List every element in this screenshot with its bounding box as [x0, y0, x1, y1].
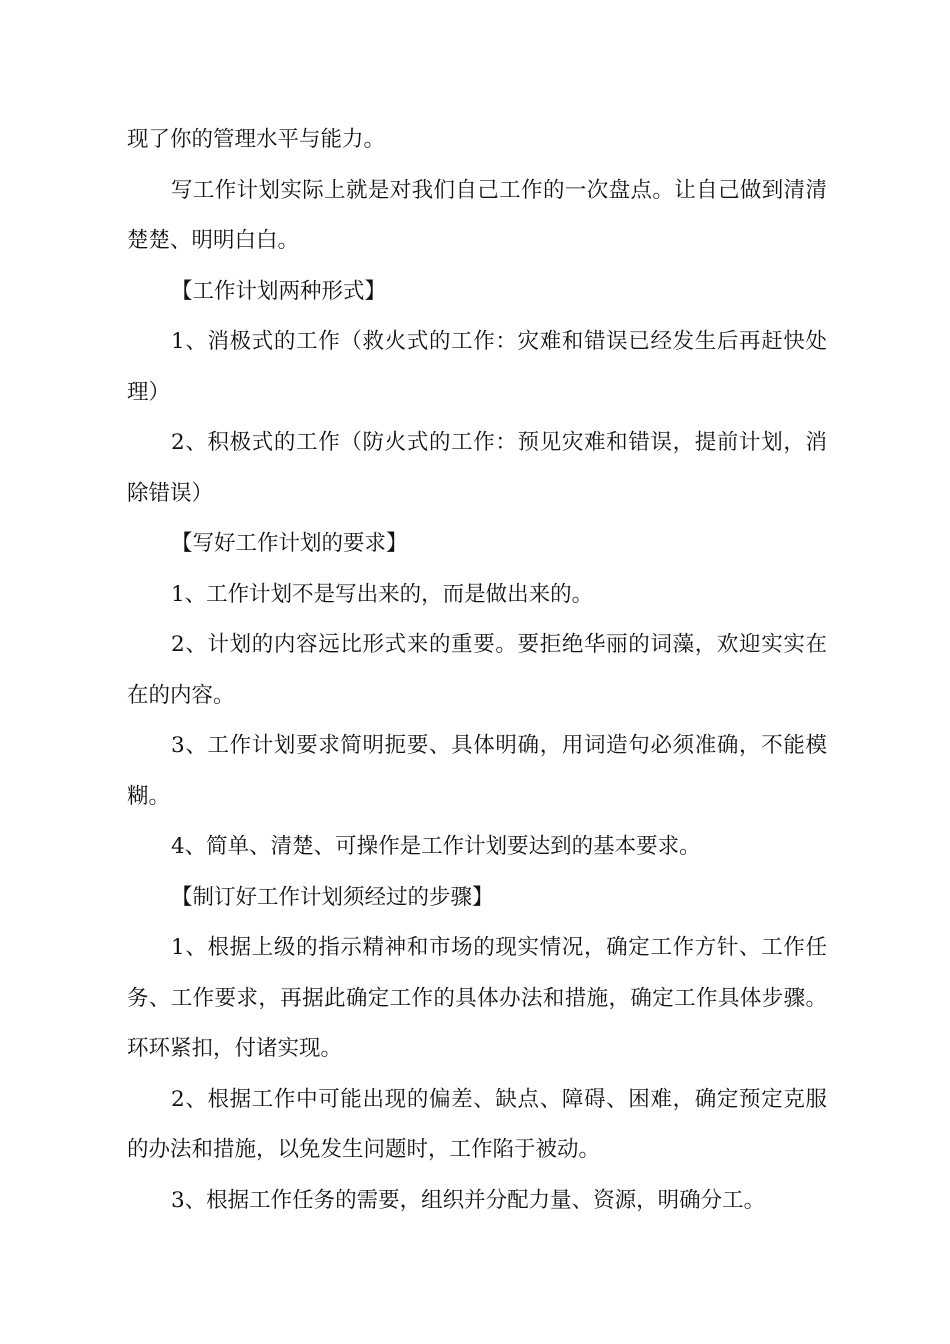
list-item: 3、根据工作任务的需要，组织并分配力量、资源，明确分工。: [171, 1187, 766, 1213]
list-item: 1、工作计划不是写出来的，而是做出来的。: [171, 581, 594, 607]
list-item: 1、消极式的工作（救火式的工作：灾难和错误已经发生后再赶快处理）: [127, 329, 827, 405]
section-heading-steps: 【制订好工作计划须经过的步骤】: [171, 884, 494, 910]
list-item: 2、积极式的工作（防火式的工作：预见灾难和错误，提前计划，消除错误）: [127, 430, 827, 506]
section-heading-forms: 【工作计划两种形式】: [171, 278, 387, 304]
paragraph-intro: 写工作计划实际上就是对我们自己工作的一次盘点。让自己做到清清楚楚、明明白白。: [127, 177, 827, 253]
list-item: 3、工作计划要求简明扼要、具体明确，用词造句必须准确，不能模糊。: [127, 733, 827, 809]
list-item: 4、简单、清楚、可操作是工作计划要达到的基本要求。: [171, 834, 701, 859]
list-item: 1、根据上级的指示精神和市场的现实情况，确定工作方针、工作任务、工作要求，再据此确定工作的具体办法和措施，确定工作具体步骤。环环紧扣，付诸实现。: [127, 935, 827, 1061]
section-heading-requirements: 【写好工作计划的要求】: [171, 531, 408, 556]
paragraph-continuation: 现了你的管理水平与能力。: [127, 127, 386, 152]
document-body: [127, 115, 827, 1226]
list-item: 2、根据工作中可能出现的偏差、缺点、障碍、困难，确定预定克服的办法和措施，以免发生问题时，工作陷于被动。: [127, 1086, 827, 1162]
list-item: 2、计划的内容远比形式来的重要。要拒绝华丽的词藻，欢迎实实在在的内容。: [127, 632, 827, 708]
